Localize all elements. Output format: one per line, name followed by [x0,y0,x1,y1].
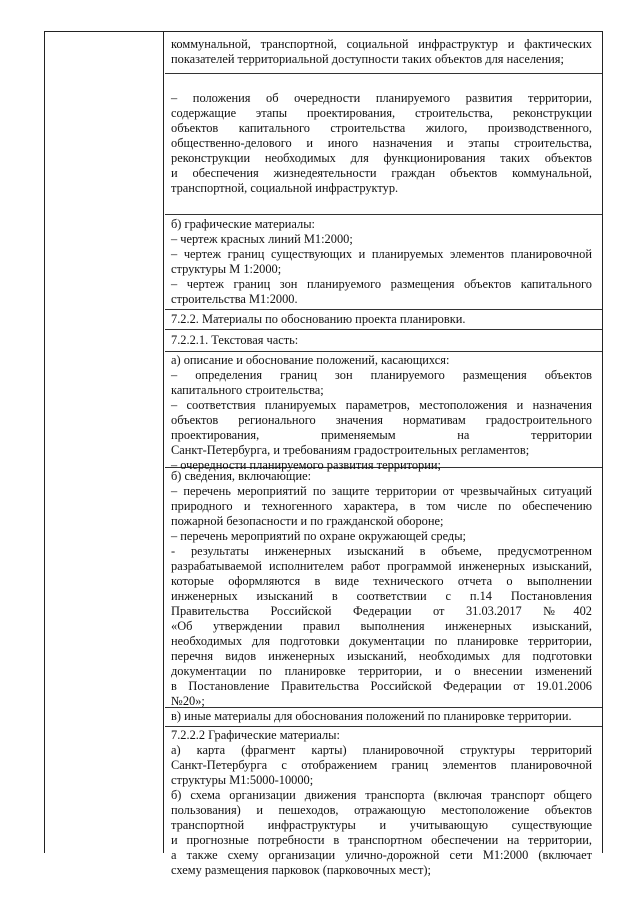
text-line: структуры М1:5000-10000; [171,773,314,787]
text-line: содержащие этапы проектирования, строительства, реконструкции [171,106,592,120]
text-cell [165,32,602,877]
text-line: показателей территориальной доступности таких объектов для населения; [171,52,564,66]
text-line: – определения границ зон планируемого размещения объектов [171,368,592,382]
text-line: транспортной, социальной инфраструктур. [171,181,399,195]
text-line: перечня видов инженерных изысканий, необходимых для подготовки [171,649,592,663]
text-line: которые оформляются в виде технического отчета о выполнении [171,574,592,588]
text-line: общественно-делового и иного назначения и этапы строительства, [171,136,592,150]
text-block [165,215,602,310]
text-line: – чертеж красных линий М1:2000; [171,231,353,246]
text-line: в Постановление Правительства Российской Федерации от 19.01.2006 [171,679,592,693]
text-line: коммунальной, транспортной, социальной инфраструктур и фактических [171,37,592,51]
text-line: документации по планировке территории, и о внесении изменений [171,664,592,678]
text-block [165,708,602,727]
text-line: транспортной инфраструктуры и учитывающую существующие [171,818,592,832]
text-line: и обеспечения жизнедеятельности граждан объектов коммунальной, [171,166,592,180]
text-line: б) сведения, включающие: [171,469,312,483]
text-block [165,468,602,708]
text-line: строительства М1:2000. [171,291,298,306]
text-block [165,32,602,74]
text-block [165,352,602,472]
text-block [165,330,602,352]
text-line: в) иные материалы для обоснования положений по планировке территории. [171,709,572,723]
text-line: природного и техногенного характера, в том числе по обеспечению [171,499,592,513]
text-line: проектирования, применяемым на территории [171,428,592,442]
text-line: пользования) и пешеходов, отражающую местоположение объектов [171,803,592,817]
text-line: – соответствия планируемых параметров, местоположения и назначения [171,398,592,412]
text-line: и прогнозные потребности в транспортном обеспечении на территории, [171,833,592,847]
text-line: необходимых для подготовки документации по планировке территории, [171,634,592,648]
text-line: а) описание и обоснование положений, касающихся: [171,353,450,367]
text-line: разрабатываемой исполнителем работ программой инженерных изысканий, [171,559,592,573]
text-line: – чертеж границ существующих и планируемых элементов планировочной [171,246,592,261]
text-line: капитального строительства; [171,383,324,397]
text-line: – очередности планируемого развития территории; [171,458,441,472]
text-line: – перечень мероприятий по защите территории от чрезвычайных ситуаций [171,484,592,498]
text-line: а также схему организации улично-дорожной сети М1:2000 (включает [171,848,592,862]
text-line: реконструкции необходимых для функционирования таких объектов [171,151,592,165]
text-line: – чертеж границ зон планируемого размещения объектов капитального [171,276,592,291]
text-line: а) карта (фрагмент карты) планировочной структуры территорий [171,743,592,757]
text-line: объектов капитального строительства жилого, производственного, [171,121,592,135]
text-line: объектов регионального значения нормативам градостроительного [171,413,592,427]
text-line: структуры М 1:2000; [171,261,282,276]
text-line: Санкт-Петербурга с отображением границ элементов планировочной [171,758,592,772]
text-line: Санкт-Петербурга, и требованиям градостроительных регламентов; [171,443,530,457]
text-line: – перечень мероприятий по охране окружающей среды; [171,529,466,543]
text-line: - результаты инженерных изысканий в объеме, предусмотренном [171,544,592,558]
text-line: схему размещения парковок (парковочных мест); [171,863,431,877]
text-line: б) схема организации движения транспорта (включая транспорт общего [171,788,592,802]
text-line: пожарной безопасности и по гражданской обороне; [171,514,444,528]
text-line: Правительства Российской Федерации от 31.03.2017 №402 [171,604,592,618]
text-block [165,310,602,330]
text-block [165,727,602,877]
text-line: «Об утверждении правил выполнения инженерных изысканий, [171,619,592,633]
text-line: инженерных изысканий в соответствии с п.14 Постановления [171,589,592,603]
text-line: – положения об очередности планируемого развития территории, [171,91,592,105]
text-line: №20»; [171,694,205,708]
text-block [165,74,602,215]
text-line: б) графические материалы: [171,216,315,231]
text-line: 7.2.2.1. Текстовая часть: [171,332,299,347]
text-line: 7.2.2. Материалы по обоснованию проекта планировки. [171,311,466,326]
text-line: 7.2.2.2 Графические материалы: [171,728,340,742]
document-table [44,31,603,877]
